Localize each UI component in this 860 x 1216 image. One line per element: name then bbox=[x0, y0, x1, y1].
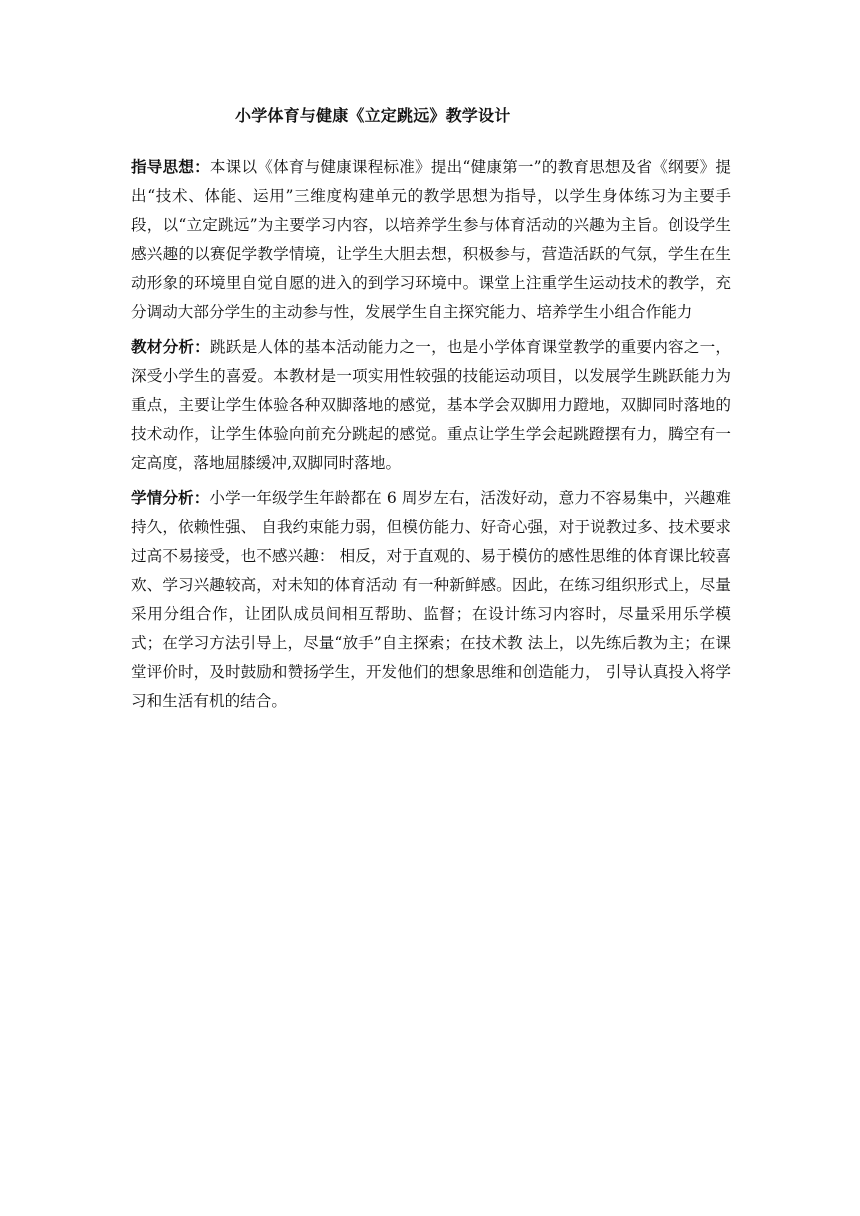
section-label: 指导思想： bbox=[131, 157, 210, 176]
section-text: 本课以《体育与健康课程标准》提出“健康第一”的教育思想及省《纲要》提出“技术、体能、运用”三维度构建单元的教学思想为指导，以学生身体练习为主要手段，以“立定跳远”为主要学习内容，以培养学生参与体育活动的兴趣为主旨。创设学生感兴趣的以赛促学教学情境，让学生大胆去想，积极参与，营造活跃的气氛，学生在生动形象的环境里自觉自愿的进入的到学习环境中。课堂上注重学生运动技术的教学，充分调动大部分学生的主动参与性，发展学生自主探究能力、培养学生小组合作能力 bbox=[131, 158, 731, 321]
document-body bbox=[131, 152, 731, 716]
section-label: 教材分析： bbox=[131, 337, 210, 356]
document-title: 小学体育与健康《立定跳远》教学设计 bbox=[235, 106, 511, 125]
section-student-analysis bbox=[131, 483, 731, 716]
section-text: 小学一年级学生年龄都在 6 周岁左右，活泼好动，意力不容易集中，兴趣难持久，依赖性强、 自我约束能力弱，但模仿能力、好奇心强，对于说教过多、技术要求过高不易接受，也不感兴趣： 相反，对于直观的、易于模仿的感性思维的体育课比较喜欢、学习兴趣较高，对未知的体育活动 有一种新鲜感。因此，在练习组织形式上，尽量采用分组合作，让团队成员间相互帮助、监督；在设计练习内容时，尽量采用乐学模式；在学习方法引导上，尽量“放手”自主探索；在技术教 法上，以先练后教为主；在课堂评价时，及时鼓励和赞扬学生，开发他们的想象思维和创造能力， 引导认真投入将学习和生活有机的结合。 bbox=[131, 489, 731, 710]
section-material-analysis bbox=[131, 332, 731, 478]
section-label: 学情分析： bbox=[131, 488, 210, 507]
section-guiding-ideology bbox=[131, 152, 731, 327]
section-text: 跳跃是人体的基本活动能力之一，也是小学体育课堂教学的重要内容之一，深受小学生的喜爱。本教材是一项实用性较强的技能运动项目，以发展学生跳跃能力为重点，主要让学生体验各种双脚落地的感觉，基本学会双脚用力蹬地，双脚同时落地的技术动作，让学生体验向前充分跳起的感觉。重点让学生学会起跳蹬摆有力，腾空有一定高度，落地屈膝缓冲,双脚同时落地。 bbox=[131, 338, 731, 472]
